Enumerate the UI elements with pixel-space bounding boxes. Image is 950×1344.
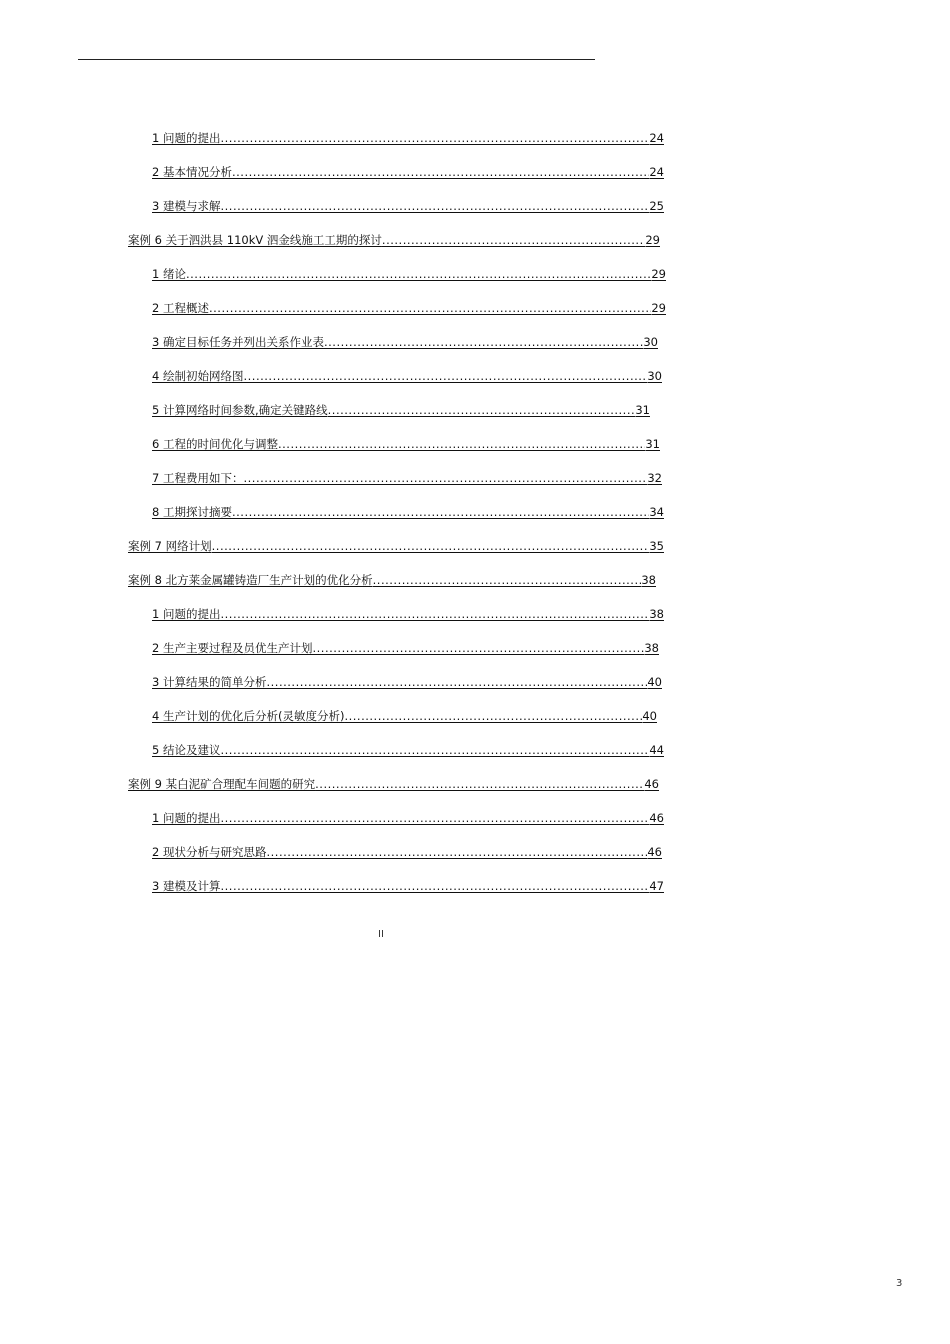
toc-entry[interactable] [152,639,659,657]
toc-leader-dots [315,775,644,793]
toc-entry-label: 1 问题的提出 [152,607,221,621]
toc-entry-label: 2 工程概述 [152,301,209,315]
toc-entry[interactable] [152,163,664,181]
toc-entry-label: 3 计算结果的简单分析 [152,675,267,689]
toc-entry-label: 5 结论及建议 [152,743,221,757]
toc-entry-label: 8 工期探讨摘要 [152,505,232,519]
toc-entry[interactable] [152,367,662,385]
toc-leader-dots [220,741,649,759]
toc-entry-page: 30 [643,335,658,349]
toc-entry[interactable] [152,299,666,317]
toc-entry[interactable] [152,605,664,623]
toc-entry[interactable] [152,197,664,215]
toc-entry[interactable] [152,843,662,861]
toc-leader-dots [344,707,642,725]
toc-entry-page: 30 [647,369,662,383]
toc-entry-label: 3 建模与求解 [152,199,221,213]
toc-leader-dots [312,639,644,657]
toc-entry-page: 40 [647,675,662,689]
toc-entry-label: 2 基本情况分析 [152,165,232,179]
toc-entry-page: 24 [649,131,664,145]
toc-entry-label: 案例 8 北方莱金属罐铸造厂生产计划的优化分析 [128,573,373,587]
toc-entry[interactable] [152,673,662,691]
toc-entry[interactable] [128,571,656,589]
toc-leader-dots [220,877,649,895]
toc-entry-page: 38 [644,641,659,655]
toc-leader-dots [266,843,647,861]
toc-entry-page: 34 [649,505,664,519]
toc-entry-page: 25 [649,199,664,213]
toc-entry-label: 1 问题的提出 [152,811,221,825]
page-number: 3 [896,1278,903,1289]
toc-entry-label: 案例 7 网络计划 [128,539,212,553]
toc-entry-page: 29 [651,267,666,281]
toc-entry[interactable] [152,503,664,521]
header-rule [78,59,595,60]
toc-leader-dots [232,163,649,181]
page-roman-numeral: II [378,929,384,940]
toc-leader-dots [243,469,647,487]
toc-leader-dots [324,333,643,351]
toc-entry-page: 40 [642,709,657,723]
toc-entry-label: 4 绘制初始网络图 [152,369,244,383]
toc-leader-dots [232,503,649,521]
toc-entry-page: 47 [649,879,664,893]
toc-leader-dots [278,435,645,453]
toc-entry-page: 29 [651,301,666,315]
toc-entry-page: 46 [649,811,664,825]
toc-leader-dots [220,197,649,215]
toc-entry[interactable] [152,707,657,725]
toc-entry-page: 38 [641,573,656,587]
toc-entry-label: 7 工程费用如下： [152,471,244,485]
toc-entry[interactable] [152,129,664,147]
toc-entry-label: 2 现状分析与研究思路 [152,845,267,859]
toc-leader-dots [186,265,651,283]
toc-entry-label: 1 绪论 [152,267,186,281]
toc-entry-label: 案例 6 关于泗洪县 110kV 泗金线施工工期的探讨 [128,233,382,247]
toc-entry-label: 6 工程的时间优化与调整 [152,437,278,451]
toc-entry-page: 29 [645,233,660,247]
toc-leader-dots [266,673,647,691]
toc-entry[interactable] [152,469,662,487]
toc-entry[interactable] [152,333,658,351]
toc-leader-dots [382,231,645,249]
toc-leader-dots [220,129,649,147]
toc-entry-label: 案例 9 某白泥矿合理配车间题的研究 [128,777,316,791]
toc-entry-page: 46 [647,845,662,859]
toc-entry-page: 32 [647,471,662,485]
toc-entry-page: 24 [649,165,664,179]
toc-entry[interactable] [152,741,664,759]
toc-leader-dots [209,299,651,317]
toc-leader-dots [220,809,649,827]
toc-entry-label: 2 生产主要过程及员优生产计划 [152,641,313,655]
toc-entry[interactable] [152,435,660,453]
toc-entry-page: 31 [635,403,650,417]
toc-entry-label: 3 建模及计算 [152,879,221,893]
toc-entry-label: 5 计算网络时间参数,确定关键路线 [152,403,328,417]
toc-entry-label: 1 问题的提出 [152,131,221,145]
toc-entry-label: 3 确定目标任务并列出关系作业表 [152,335,324,349]
toc-leader-dots [373,571,642,589]
toc-entry-page: 44 [649,743,664,757]
toc-entry[interactable] [152,809,664,827]
toc-entry-label: 4 生产计划的优化后分析(灵敏度分析) [152,709,345,723]
toc-entry-page: 38 [649,607,664,621]
toc-leader-dots [220,605,649,623]
toc-entry[interactable] [128,537,664,555]
toc-entry-page: 46 [644,777,659,791]
toc-entry-page: 31 [645,437,660,451]
toc-entry-page: 35 [649,539,664,553]
toc-leader-dots [328,401,636,419]
toc-entry[interactable] [152,265,666,283]
toc-entry[interactable] [128,775,659,793]
toc-entry[interactable] [152,401,650,419]
toc-leader-dots [212,537,650,555]
toc-entry[interactable] [152,877,664,895]
toc-entry[interactable] [128,231,660,249]
toc-leader-dots [243,367,647,385]
